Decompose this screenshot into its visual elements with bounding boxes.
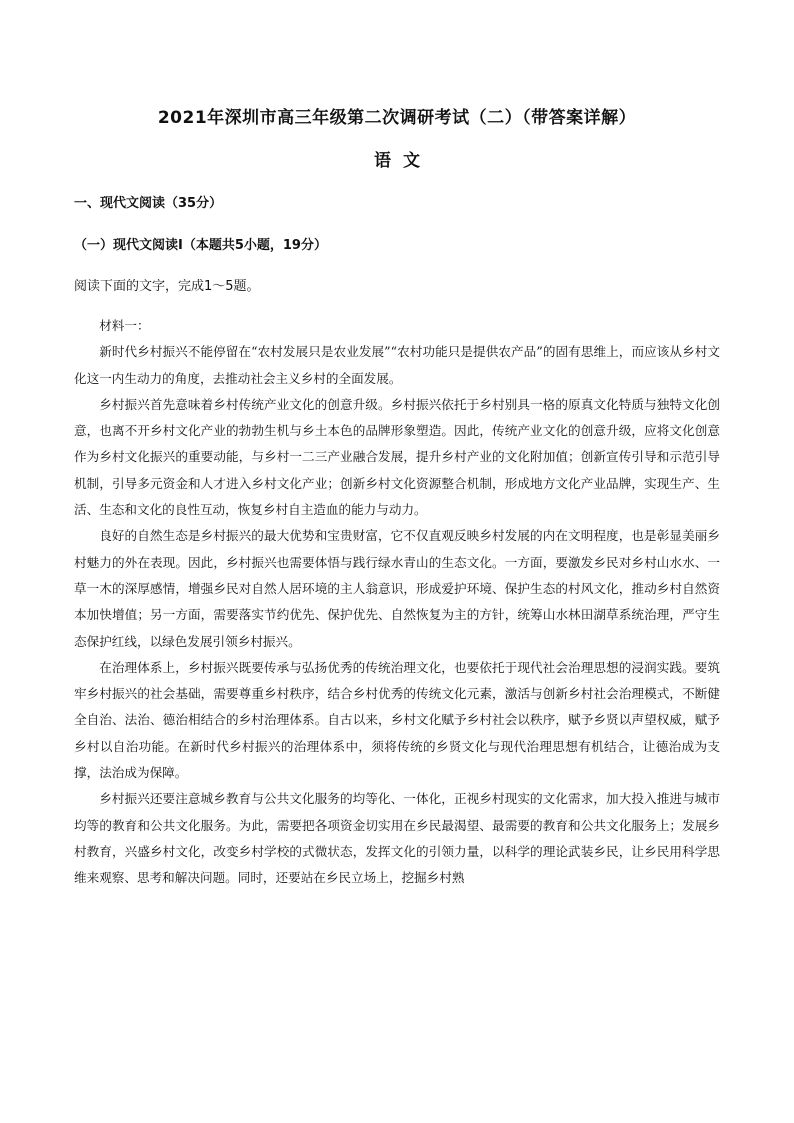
subsection-heading: （一）现代文阅读Ⅰ（本题共5小题，19分）	[74, 238, 327, 253]
document-title: 2021年深圳市高三年级第二次调研考试（二）（带答案详解）	[157, 108, 637, 128]
subject-heading: 语 文	[374, 151, 420, 171]
paragraph: 乡村振兴首先意味着乡村传统产业文化的创意升级。乡村振兴依托于乡村别具一格的原真文化特质与独特文化创意，也离不开乡村文化产业的勃勃生机与乡土本色的品牌形象塑造。因此，传统产业文化的创意升级，应将文化创意作为乡村文化振兴的重要动能，与乡村一二三产业融合发展，提升乡村产业的文化附加值；创新宣传引导和示范引导机制，引导多元资金和人才进入乡村文化产业；创新乡村文化资源整合机制，形成地方文化产业品牌，实现生产、生活、生态和文化的良性互动，恢复乡村自主造血的能力与动力。	[74, 396, 720, 518]
paragraph: 新时代乡村振兴不能停留在“农村发展只是农业发展”“农村功能只是提供农产品”的固有思维上，而应该从乡村文化这一内生动力的角度，去推动社会主义乡村的全面发展。	[74, 344, 720, 386]
section-heading: 一、现代文阅读（35分）	[74, 196, 223, 211]
paragraph: 乡村振兴还要注意城乡教育与公共文化服务的均等化、一体化，正视乡村现实的文化需求，加大投入推进与城市均等的教育和公共文化服务。为此，需要把各项资金切实用在乡民最渴望、最需要的教育和公共文化服务上；发展乡村教育，兴盛乡村文化，改变乡村学校的式微状态，发挥文化的引领力量，以科学的理论武装乡民，让乡民用科学思维来观察、思考和解决问题。同时，还要站在乡民立场上，挖掘乡村熟	[74, 791, 720, 886]
reading-instruction: 阅读下面的文字，完成1～5题。	[74, 279, 260, 294]
reading-material	[74, 313, 720, 892]
paragraph: 在治理体系上，乡村振兴既要传承与弘扬优秀的传统治理文化，也要依托于现代社会治理思想的浸润实践。要筑牢乡村振兴的社会基础，需要尊重乡村秩序，结合乡村优秀的传统文化元素，激活与创新乡村社会治理模式，不断健全自治、法治、德治相结合的乡村治理体系。自古以来，乡村文化赋予乡村社会以秩序，赋予乡贤以声望权威，赋予乡村以自治功能。在新时代乡村振兴的治理体系中，须将传统的乡贤文化与现代治理思想有机结合，让德治成为支撑，法治成为保障。	[74, 659, 720, 781]
paragraph: 良好的自然生态是乡村振兴的最大优势和宝贵财富，它不仅直观反映乡村发展的内在文明程度，也是彰显美丽乡村魅力的外在表现。因此，乡村振兴也需要体悟与践行绿水青山的生态文化。一方面，要激发乡民对乡村山水水、一草一木的深厚感情，增强乡民对自然人居环境的主人翁意识，形成爱护环境、保护生态的村风文化，推动乡村自然资本加快增值；另一方面，需要落实节约优先、保护优先、自然恢复为主的方针，统筹山水林田湖草系统治理，严守生态保护红线，以绿色发展引领乡村振兴。	[74, 528, 720, 649]
material-label: 材料一：	[99, 318, 150, 333]
